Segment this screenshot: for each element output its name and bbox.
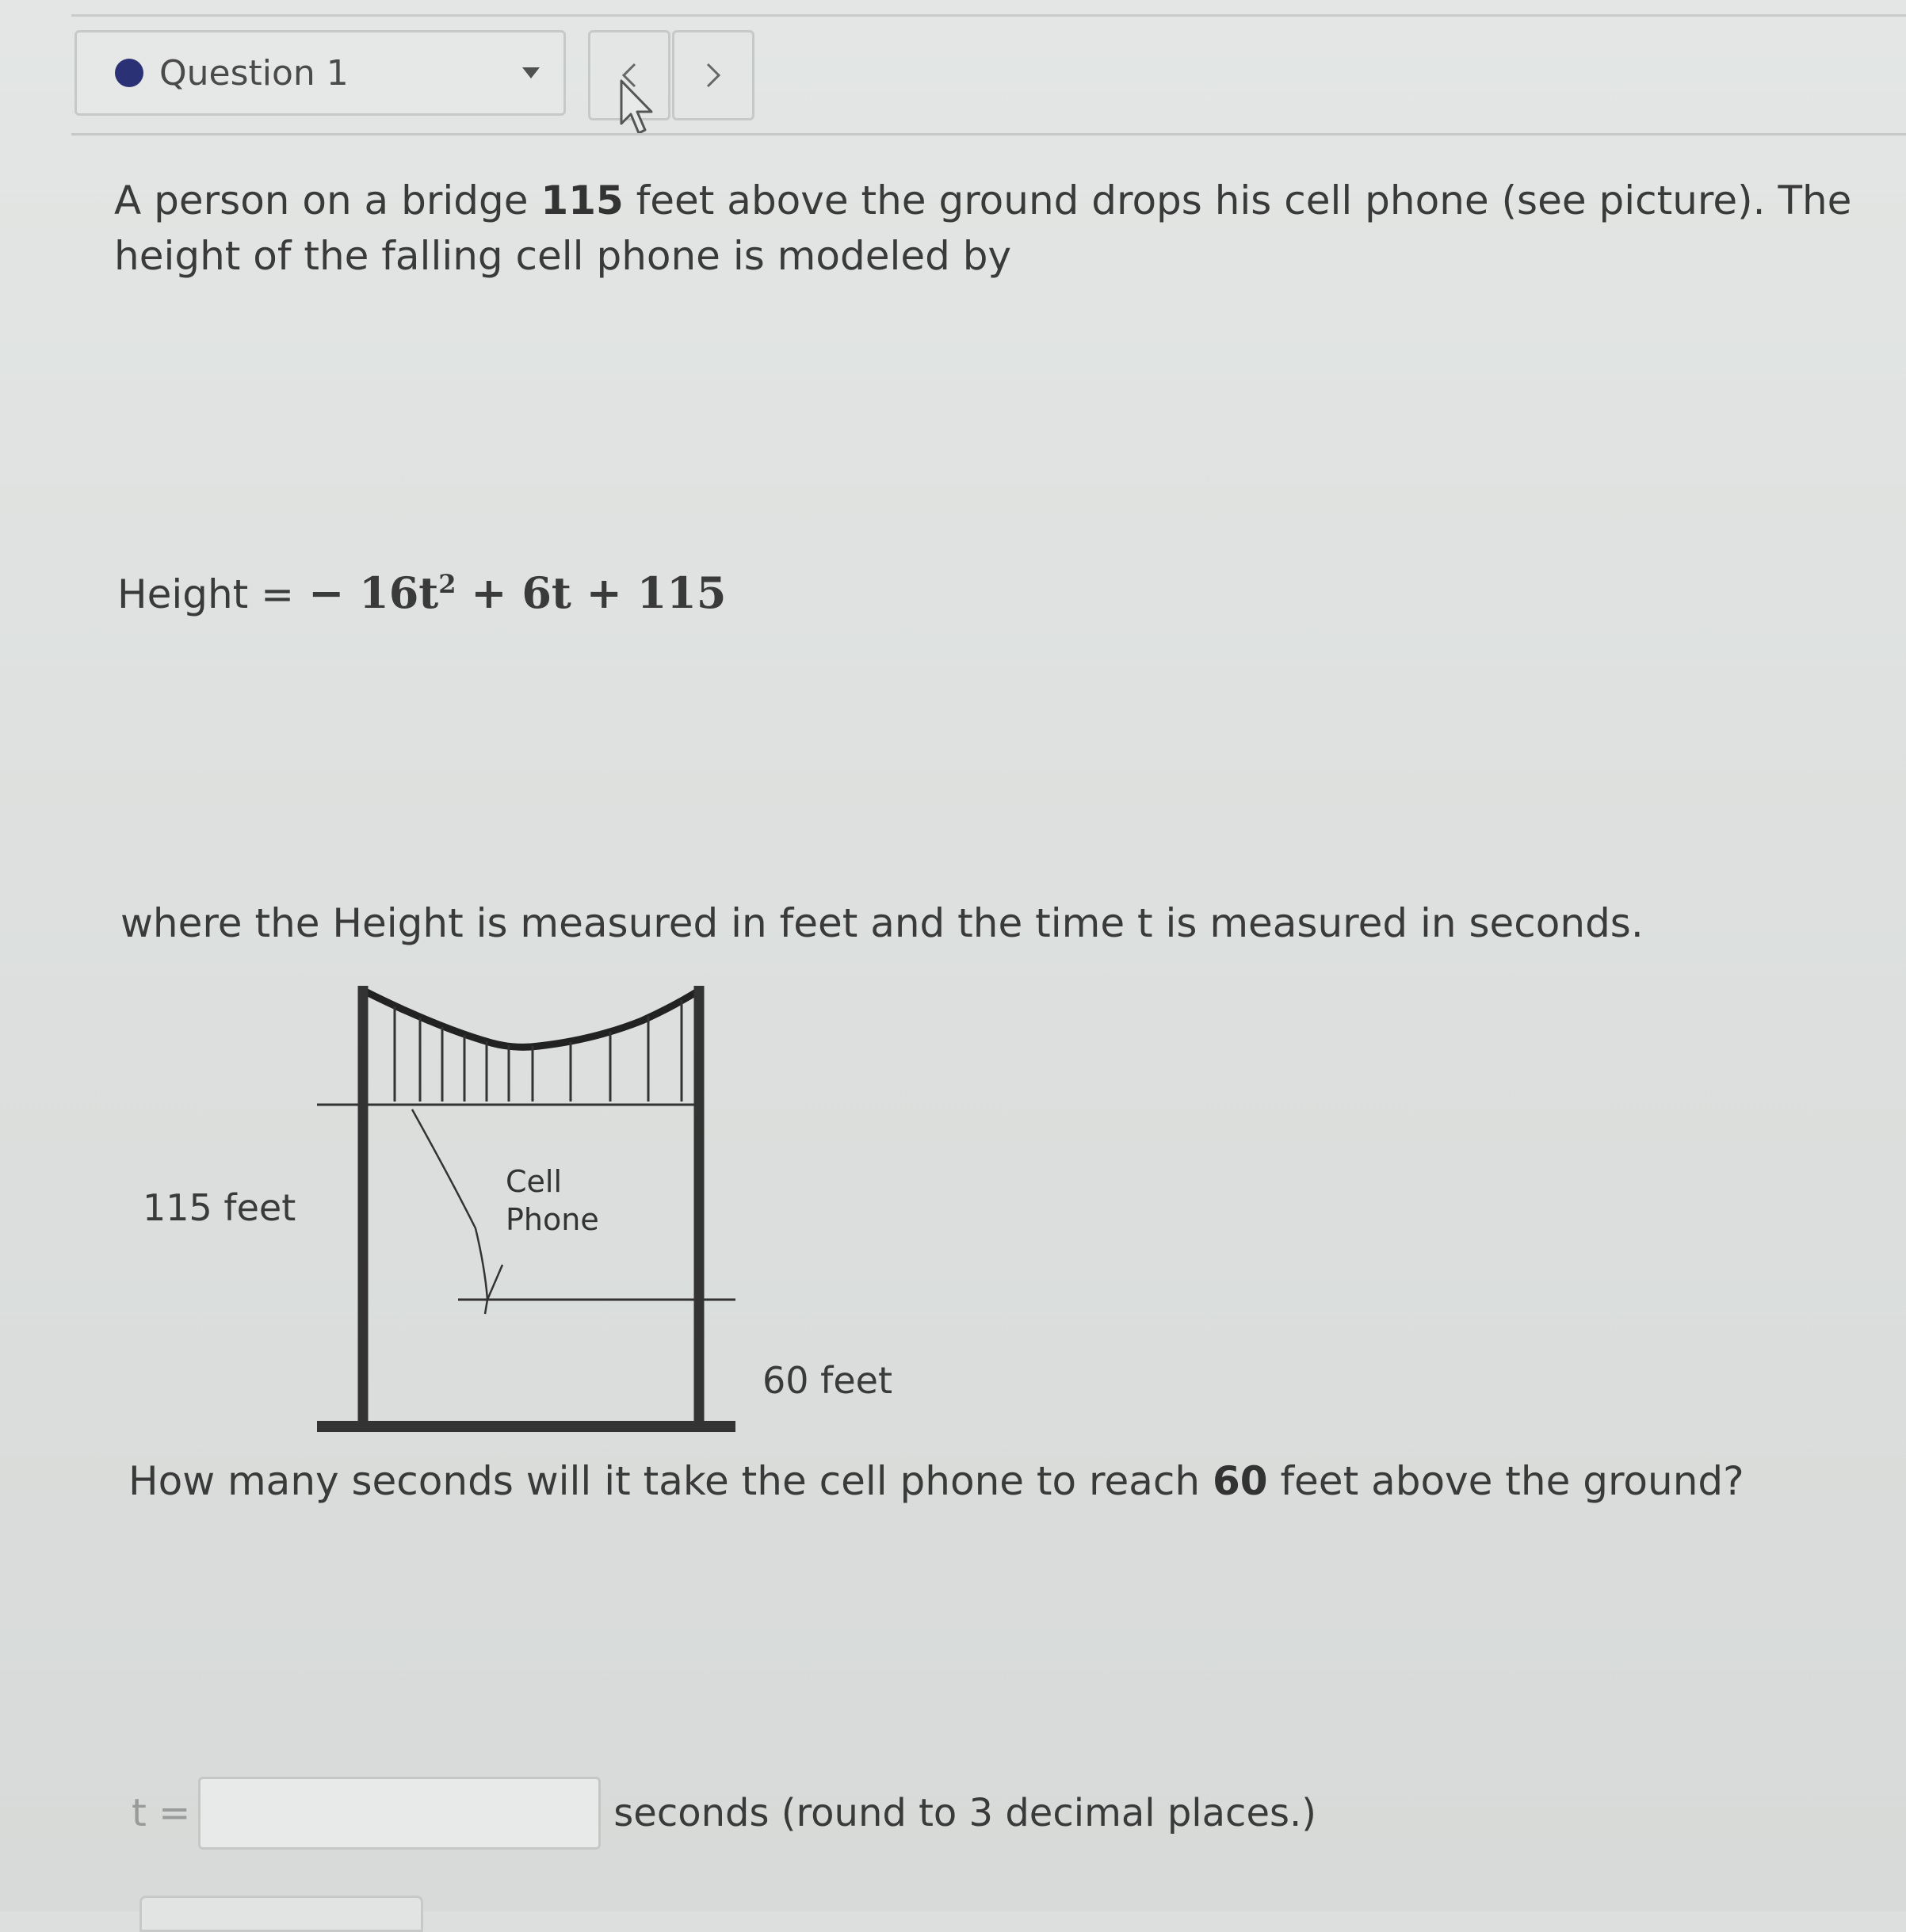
question-text-end: feet above the ground?	[1267, 1458, 1744, 1504]
target-height-label: 60 feet	[762, 1359, 892, 1402]
question-selector[interactable]	[74, 30, 566, 116]
phone-label-line2: Phone	[506, 1202, 599, 1237]
equation-remaining-terms: + 6t + 115	[456, 567, 727, 618]
chevron-down-icon	[522, 67, 540, 78]
equation-label: Height =	[117, 571, 295, 617]
answer-input[interactable]	[198, 1777, 601, 1850]
status-dot-icon	[115, 59, 143, 87]
problem-statement	[114, 173, 1874, 284]
problem-intro-continued: feet above the ground drops his cell phone (see picture). The height of the falling cell phone is modeled by	[114, 178, 1852, 279]
equation-exponent: 2	[438, 569, 456, 599]
bridge-hangers	[395, 1000, 682, 1102]
mouse-cursor-icon	[618, 79, 656, 136]
equation-math	[308, 567, 726, 618]
bridge-height-label: 115 feet	[143, 1186, 296, 1229]
bridge-diagram	[119, 967, 911, 1442]
submit-button-partial[interactable]	[139, 1896, 423, 1932]
answer-row	[132, 1777, 1316, 1850]
bridge-height-value: 115	[540, 178, 624, 223]
units-description: where the Height is measured in feet and the time t is measured in seconds.	[120, 900, 1644, 946]
question-prompt	[128, 1458, 1744, 1504]
height-equation	[117, 567, 726, 618]
chevron-right-icon	[701, 59, 725, 91]
question-selector-label: Question 1	[159, 52, 349, 94]
equation-leading-term: − 16t	[308, 567, 439, 618]
answer-suffix: seconds (round to 3 decimal places.)	[613, 1791, 1316, 1835]
answer-label: t =	[132, 1791, 191, 1835]
phone-label-line1: Cell	[506, 1164, 563, 1199]
suspension-cable	[361, 989, 701, 1047]
phone-pointer	[485, 1265, 502, 1314]
next-question-button[interactable]	[672, 30, 754, 120]
question-text-start: How many seconds will it take the cell phone to reach	[128, 1458, 1213, 1504]
header-divider	[71, 133, 1906, 136]
problem-intro-text: A person on a bridge	[114, 178, 541, 223]
fall-path	[412, 1109, 487, 1300]
top-divider	[71, 14, 1906, 17]
target-height-value: 60	[1212, 1458, 1268, 1504]
